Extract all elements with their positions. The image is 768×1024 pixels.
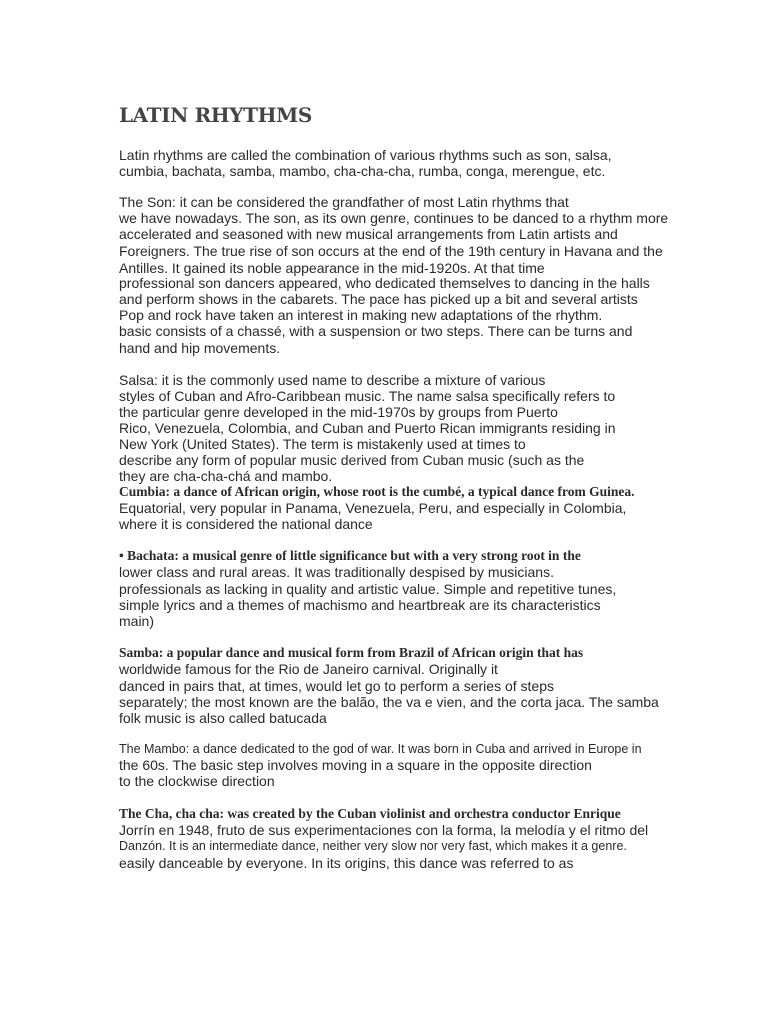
son-line: we have nowadays. The son, as its own genre, continues to be danced to a rhythm more: [119, 210, 669, 226]
salsa-line: New York (United States). The term is mistakenly used at times to: [119, 436, 526, 452]
son-line: basic consists of a chassé, with a suspension or two steps. There can be turns and: [119, 323, 633, 339]
cumbia-line: Equatorial, very popular in Panama, Venezuela, Peru, and especially in Colombia,: [119, 500, 627, 516]
salsa-line: describe any form of popular music derived from Cuban music (such as the: [119, 452, 585, 468]
salsa-line: the particular genre developed in the mid-1970s by groups from Puerto: [119, 404, 558, 420]
intro-line: Latin rhythms are called the combination of various rhythms such as son, salsa,: [119, 147, 612, 163]
samba-line: folk music is also called batucada: [119, 710, 327, 726]
mambo-line: to the clockwise direction: [119, 773, 275, 789]
salsa-line: Salsa: it is the commonly used name to describe a mixture of various: [119, 372, 546, 388]
son-line: Antilles. It gained its noble appearance in the mid-1920s. At that time: [119, 260, 545, 276]
salsa-line: they are cha-cha-chá and mambo.: [119, 468, 333, 484]
chacha-line: easily danceable by everyone. In its origins, this dance was referred to as: [119, 855, 574, 871]
son-line: accelerated and seasoned with new musical arrangements from Latin artists and: [119, 226, 618, 242]
bachata-line: simple lyrics and a themes of machismo and heartbreak are its characteristics: [119, 597, 601, 613]
chacha-line: Jorrín en 1948, fruto de sus experimentaciones con la forma, la melodía y el ritmo del: [119, 822, 649, 838]
mambo-line: The Mambo: a dance dedicated to the god of war. It was born in Cuba and arrived in Europe in: [119, 742, 642, 756]
cumbia-line: where it is considered the national dance: [119, 516, 373, 532]
salsa-line: Rico, Venezuela, Colombia, and Cuban and Puerto Rican immigrants residing in: [119, 420, 616, 436]
chacha-line: Danzón. It is an intermediate dance, neither very slow nor very fast, which makes it a genre.: [119, 839, 627, 853]
samba-line: danced in pairs that, at times, would let go to perform a series of steps: [119, 678, 554, 694]
son-line: professional son dancers appeared, who dedicated themselves to dancing in the halls: [119, 275, 650, 291]
son-line: Foreigners. The true rise of son occurs at the end of the 19th century in Havana and the: [119, 243, 663, 259]
document-title: LATIN RHYTHMS: [119, 103, 312, 127]
intro-line: cumbia, bachata, samba, mambo, cha-cha-cha, rumba, conga, merengue, etc.: [119, 163, 606, 179]
chacha-heading-line: The Cha, cha cha: was created by the Cuban violinist and orchestra conductor Enrique: [119, 806, 621, 821]
salsa-line: styles of Cuban and Afro-Caribbean music. The name salsa specifically refers to: [119, 388, 616, 404]
son-line: and perform shows in the cabarets. The pace has picked up a bit and several artists: [119, 291, 638, 307]
samba-line: separately; the most known are the balão, the va e vien, and the corta jaca. The samba: [119, 694, 659, 710]
son-line: hand and hip movements.: [119, 340, 281, 356]
son-line: The Son: it can be considered the grandfather of most Latin rhythms that: [119, 194, 569, 210]
samba-line: worldwide famous for the Rio de Janeiro carnival. Originally it: [119, 661, 498, 677]
son-line: Pop and rock have taken an interest in making new adaptations of the rhythm.: [119, 307, 603, 323]
bachata-line: lower class and rural areas. It was traditionally despised by musicians.: [119, 564, 554, 580]
cumbia-heading-line: Cumbia: a dance of African origin, whose root is the cumbé, a typical dance from Guinea.: [119, 484, 635, 499]
bachata-line: professionals as lacking in quality and artistic value. Simple and repetitive tunes,: [119, 581, 617, 597]
bachata-heading-line: • Bachata: a musical genre of little significance but with a very strong root in the: [119, 548, 581, 563]
mambo-line: the 60s. The basic step involves moving in a square in the opposite direction: [119, 757, 592, 773]
bachata-line: main): [119, 613, 155, 629]
samba-heading-line: Samba: a popular dance and musical form from Brazil of African origin that has: [119, 645, 584, 660]
